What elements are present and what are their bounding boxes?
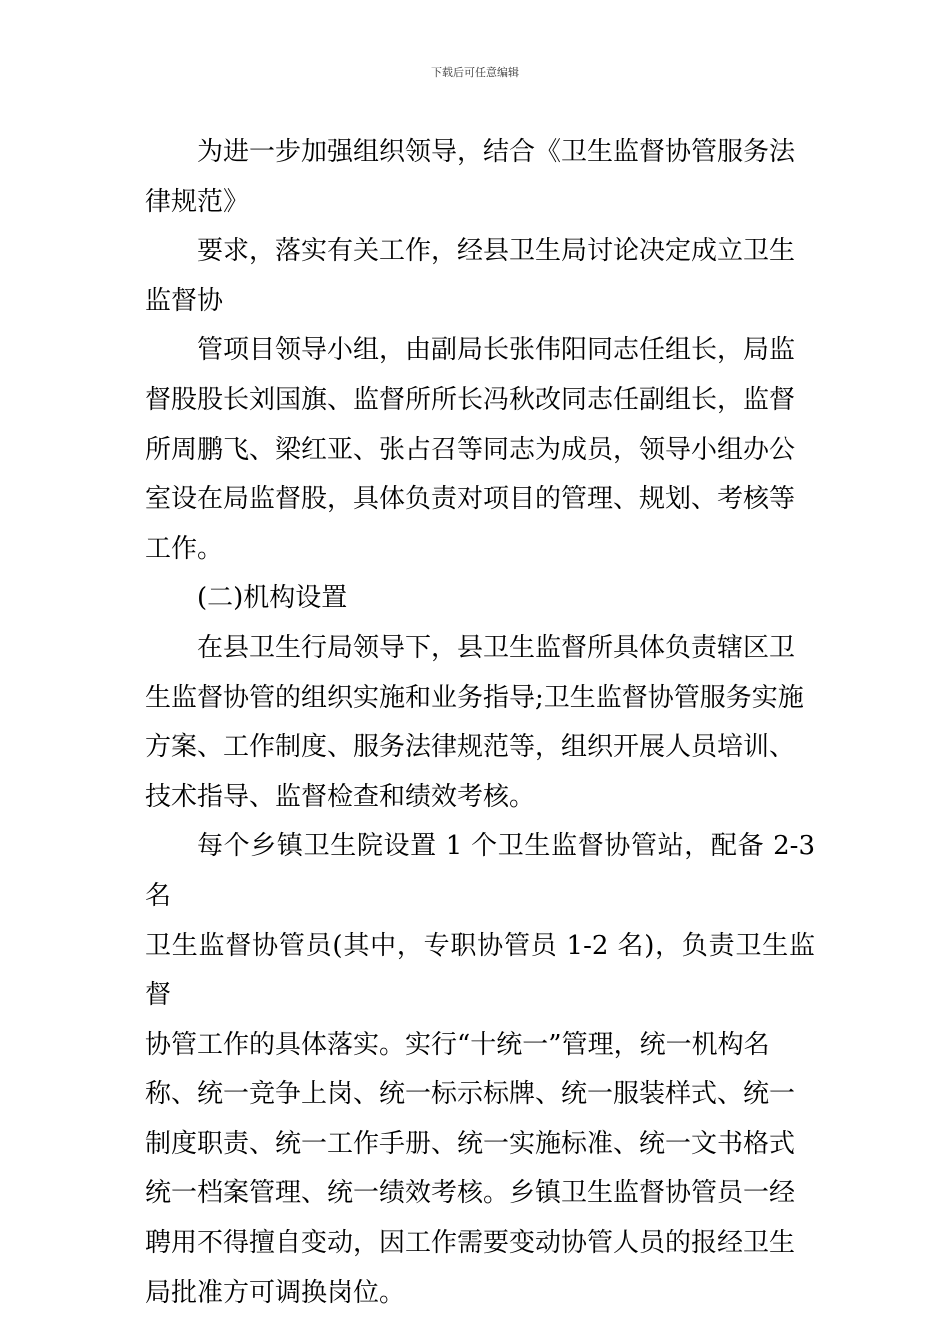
paragraph-line: 室设在局监督股，具体负责对项目的管理、规划、考核等 [145, 484, 796, 515]
paragraph-line: 生监督协管的组织实施和业务指导;卫生监督协管服务实施 [145, 682, 804, 713]
paragraph-line: 制度职责、统一工作手册、统一实施标准、统一文书格式 [145, 1128, 796, 1159]
paragraph-line: 每个乡镇卫生院设置 1 个卫生监督协管站，配备 2-3 名 [145, 831, 815, 911]
paragraph-line: 监督协 [145, 285, 224, 316]
paragraph-line: 工作。 [145, 533, 224, 564]
paragraph-5 [145, 822, 815, 1318]
paragraph-line: 协管工作的具体落实。实行“十统一”管理，统一机构名 [145, 1029, 770, 1060]
paragraph-line: 方案、工作制度、服务法律规范等，组织开展人员培训、 [145, 732, 796, 763]
paragraph-line: 局批准方可调换岗位。 [145, 1277, 406, 1308]
paragraph-line: 为进一步加强组织领导，结合《卫生监督协管服务法 [197, 137, 796, 167]
paragraph-line: 技术指导、监督检查和绩效考核。 [145, 781, 536, 812]
paragraph-3 [145, 326, 815, 574]
paragraph-line: 管项目领导小组，由副局长张伟阳同志任组长，局监 [197, 335, 796, 366]
paragraph-line: 督股股长刘国旗、监督所所长冯秋改同志任副组长，监督 [145, 384, 796, 415]
section-heading [145, 574, 815, 624]
paragraph-4 [145, 624, 815, 822]
paragraph-1 [145, 128, 815, 227]
header-note: 下载后可任意编辑 [431, 66, 519, 79]
paragraph-line: 律规范》 [145, 186, 250, 217]
paragraph-line: 要求，落实有关工作，经县卫生局讨论决定成立卫生 [197, 236, 796, 267]
paragraph-line: 聘用不得擅自变动，因工作需要变动协管人员的报经卫生 [145, 1228, 796, 1259]
paragraph-2 [145, 227, 815, 326]
paragraph-line: 在县卫生行局领导下，县卫生监督所具体负责辖区卫 [197, 632, 796, 663]
paragraph-line: 所周鹏飞、梁红亚、张占召等同志为成员，领导小组办公 [145, 434, 796, 465]
paragraph-line: 称、统一竞争上岗、统一标示标牌、统一服装样式、统一 [145, 1079, 796, 1110]
paragraph-line: (二)机构设置 [197, 583, 348, 614]
paragraph-line: 卫生监督协管员(其中，专职协管员 1-2 名)，负责卫生监督 [145, 930, 815, 1011]
body-text [145, 128, 815, 1318]
paragraph-line: 统一档案管理、统一绩效考核。乡镇卫生监督协管员一经 [145, 1178, 796, 1209]
